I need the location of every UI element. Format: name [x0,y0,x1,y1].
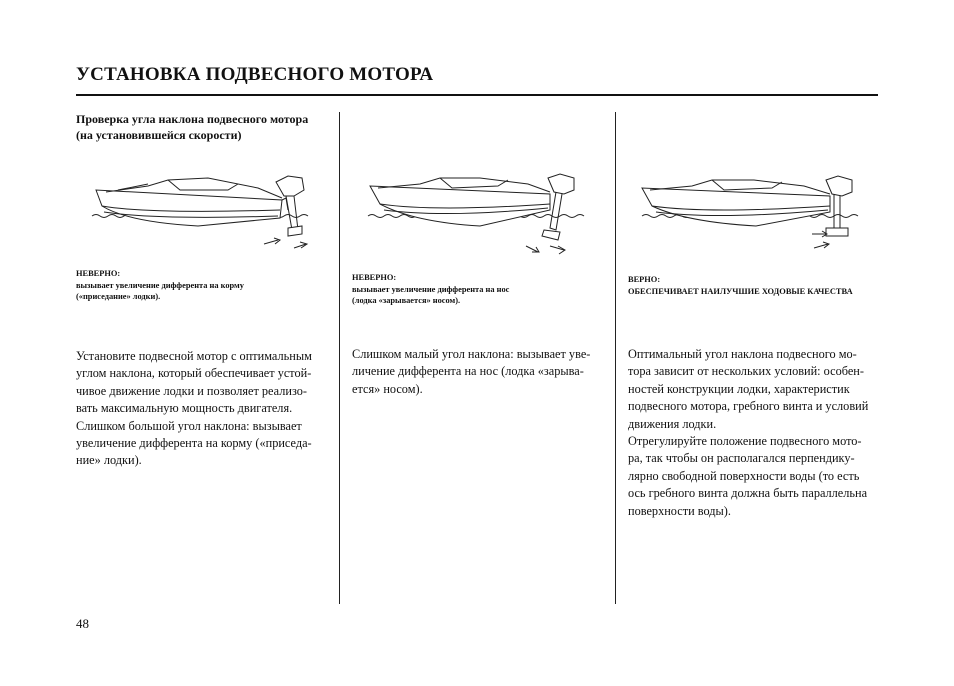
body-line: ось гребного винта должна быть параллельна [628,486,868,501]
caption-label: НЕВЕРНО: [352,273,397,282]
column-divider [339,112,340,604]
body-line: ностей конструкции лодки, характеристик [628,381,850,396]
body-text-column-3 [628,346,868,520]
caption-column-1 [76,268,244,303]
body-line: подвесного мотора, гребного винта и условий [628,399,869,414]
body-line: ние» лодки). [76,453,142,468]
body-line: увеличение дифферента на корму («приседа- [76,436,312,451]
boat-trim-too-low-illustration [364,172,604,262]
body-line: ра, так чтобы он располагался перпендику- [628,451,855,466]
body-line: движения лодки. [628,416,717,431]
section-subtitle [76,111,336,143]
body-line: лярно свободной поверхности воды (то есть [628,468,860,483]
caption-column-3 [628,274,853,297]
body-text-column-1 [76,348,312,470]
caption-line: ОБЕСПЕЧИВАЕТ НАИЛУЧШИЕ ХОДОВЫЕ КАЧЕСТВА [628,286,853,296]
caption-line: вызывает увеличение дифферента на нос [352,284,510,294]
body-line: тора зависит от нескольких условий: особен- [628,364,864,379]
caption-line: («приседание» лодки). [76,292,161,301]
caption-column-2 [352,272,509,307]
body-line: углом наклона, который обеспечивает устой- [76,366,312,381]
caption-line: вызывает увеличение дифферента на корму [76,280,244,290]
page-number: 48 [76,616,89,631]
title-rule [76,94,878,96]
caption-label: ВЕРНО: [628,275,661,284]
body-line: ется» носом). [352,381,423,396]
boat-trim-correct-illustration [638,172,878,262]
body-line: Слишком малый угол наклона: вызывает уве- [352,347,591,361]
column-divider [615,112,616,604]
body-line: Оптимальный угол наклона подвесного мо- [628,347,857,361]
body-line: Отрегулируйте положение подвесного мото- [628,434,862,449]
subtitle-line: (на установившейся скорости) [76,128,242,142]
body-text-column-2 [352,346,590,398]
body-line: поверхности воды). [628,503,731,518]
page-title: УСТАНОВКА ПОДВЕСНОГО МОТОРА [76,64,434,85]
caption-line: (лодка «зарывается» носом). [352,296,461,305]
body-line: Слишком большой угол наклона: вызывает [76,418,302,433]
body-line: личение дифферента на нос (лодка «зарыва- [352,364,584,379]
subtitle-line: Проверка угла наклона подвесного мотора [76,112,309,126]
boat-trim-too-high-illustration [88,170,328,260]
body-line: чивое движение лодки и позволяет реализо- [76,383,307,398]
body-line: вать максимальную мощность двигателя. [76,401,293,416]
body-line: Установите подвесной мотор с оптимальным [76,349,312,363]
caption-label: НЕВЕРНО: [76,269,121,278]
